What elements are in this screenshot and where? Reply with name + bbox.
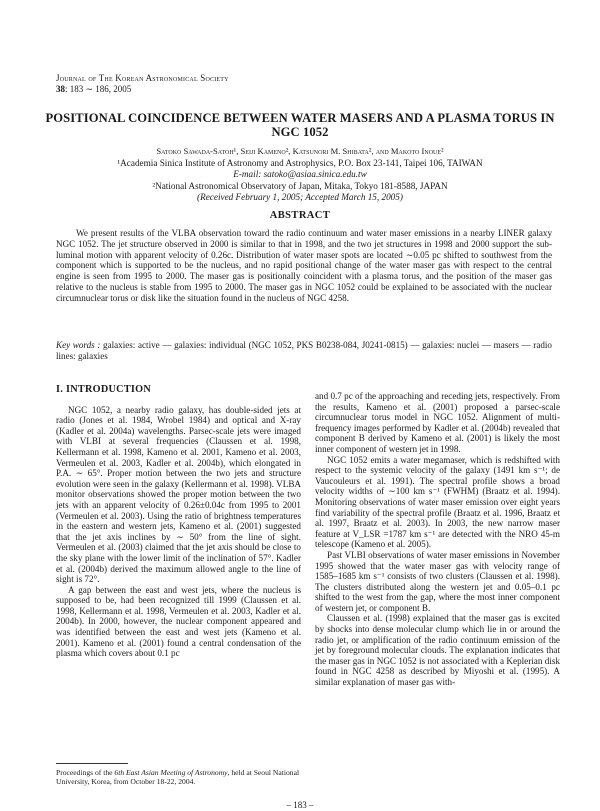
footnote [56, 768, 301, 786]
journal-volume-line [56, 84, 229, 95]
paragraph: Claussen et al. (1998) explained that the maser gas is excited by shocks into dense molecular clump which lie in or around the radio jet, or amplification of the radio continuum emission of the jet by foreground molecular clouds. The explanation indicates that the maser gas in NGC 1052 is not associated with a Keplerian disk found in NGC 4258 as described by Miyoshi et al. (1995). A similar explanation of maser gas with- [315, 613, 560, 688]
journal-name: Journal of The Korean Astronomical Society [56, 73, 229, 83]
paragraph: A gap between the east and west jets, where the nucleus is supposed to be, had been recognized till 1999 (Claussen et al. 1998, Kellermann et al. 1998, Vermeulen et al. 2003, Kadler et al. 2004b). In 2000, however, the nuclear component appeared and was identified between the east and west jets (Kameno et al. 2001). Kameno et al. (2001) found a central condensation of the plasma which covers about 0.1 pc [56, 584, 301, 659]
journal-pages: : 183 ∼ 186, 2005 [65, 84, 132, 94]
footnote-prefix: Proceedings of the [56, 768, 115, 777]
author-list: Satoko Sawada-Satoh¹, Seiji Kameno², Katsunori M. Shibata², and Makoto Inoue² [156, 146, 444, 156]
paragraph: and 0.7 pc of the approaching and receding jets, respectively. From the results, Kameno et al. (2001) proposed a parsec-scale circumnuclear torus model in NGC 1052. Alignment of multi-frequency images performed by Kadler et al. (2004b) revealed that component B derived by Kameno et al. (2001) is likely the most inner component of western jet in 1998. [315, 391, 560, 454]
footnote-meeting: 6th East Asian Meeting of Astronomy [114, 768, 228, 777]
affiliation-1: ¹Academia Sinica Institute of Astronomy and Astrophysics, P.O. Box 23-141, Taipei 106, TAIWAN [117, 158, 483, 168]
paper-title: POSITIONAL COINCIDENCE BETWEEN WATER MASERS AND A PLASMA TORUS IN NGC 1052 [45, 111, 555, 139]
abstract-text: We present results of the VLBA observation toward the radio continuum and water maser emissions in a nearby LINER galaxy NGC 1052. The jet structure observed in 2000 is similar to that in 1998, and the two jet structures in 1998 and 2000 support the sub-luminal motion with apparent velocity of 0.26c. Distribution of water maser spots are located ∼0.05 pc shifted to southwest from the component which is supported to be the nucleus, and no rapid positional change of the water maser gas with respect to the central engine is seen from 1995 to 2000. The maser gas is positionally coincident with a plasma torus, and the position of the maser gas relative to the nucleus is stable from 1995 to 2000. The maser gas in NGC 1052 could be explained to be associated with the nuclear circumnuclear torus or disk like the situation found in the nucleus of NGC 4258. [56, 228, 552, 303]
footnote-rule [56, 763, 128, 764]
affiliation-2: ²National Astronomical Observatory of Japan, Mitaka, Tokyo 181-8588, JAPAN [152, 181, 448, 191]
keywords-label: Key words : [56, 340, 101, 350]
left-column [56, 385, 301, 659]
received-dates: (Received February 1, 2005; Accepted March 15, 2005) [197, 192, 403, 202]
section-heading: I. INTRODUCTION [56, 384, 152, 395]
author-email: E-mail: satoko@asiaa.sinica.edu.tw [233, 169, 367, 179]
page-number: – 183 – [286, 800, 314, 810]
paragraph: NGC 1052, a nearby radio galaxy, has double-sided jets at radio (Jones et al. 1984, Wrobel 1984) and optical and X-ray (Kadler et al. 2004a) wavelengths. Parsec-scale jets were imaged with VLBI at several frequencies (Claussen et al. 1998, Kellermann et al. 1998, Kameno et al. 2001, Kameno et al. 2003, Vermeulen et al. 2003, Kadler et al. 2004b), which elongated in P.A. ∼ 65°. Proper motion between the two jets and structure evolution were seen in the galaxy (Kellermann et al. 1998). VLBA monitor observations showed the proper motion between the two jets with an apparent velocity of 0.26±0.04c from 1995 to 2001 (Vermeulen et al. 2003). Using the ratio of brightness temperatures in the eastern and western jets, Kameno et al. (2001) suggested that the jet axis inclines by ∼ 50° from the line of sight. Vermeulen et al. (2003) claimed that the jet axis should be close to the sky plane with the lower limit of the inclination of 57°. Kadler et al. (2004b) derived the maximum allowed angle to the line of sight is 72°. [56, 404, 301, 585]
abstract-heading: ABSTRACT [269, 210, 331, 221]
paragraph: NGC 1052 emits a water megamaser, which is redshifted with respect to the systemic velocity of the galaxy (1491 km s⁻¹; de Vaucouleurs et al. 1991). The spectral profile shows a broad velocity widths of ∼100 km s⁻¹ (FWHM) (Braatz et al. 1994). Monitoring observations of water maser emission over eight years find variability of the spectral profile (Braatz et al. 1996, Braatz et al. 1997, Braatz et al. 2003). In 2003, the new narrow maser feature at V_LSR =1787 km s⁻¹ are detected with the NRO 45-m telescope (Kameno et al. 2005). [315, 454, 560, 550]
keywords-text: galaxies: active — galaxies: individual (NGC 1052, PKS B0238-084, J0241-0815) — galaxies: nuclei — masers — radio lines: galaxies [56, 340, 552, 361]
paragraph: Past VLBI observations of water maser emissions in November 1995 showed that the water maser gas with velocity range of 1585–1685 km s⁻¹ consists of two clusters (Claussen et al. 1998). The clusters distributed along the western jet and 0.05–0.1 pc shifted to the west from the gap, where the most inner component of western jet, or component B. [315, 549, 560, 613]
journal-volume: 38 [56, 84, 65, 94]
footnote-suffix: , held at Seoul National University, Korea, from October 18-22, 2004. [56, 768, 300, 786]
right-column [315, 391, 560, 688]
keywords [56, 340, 552, 362]
journal-header [56, 73, 229, 95]
